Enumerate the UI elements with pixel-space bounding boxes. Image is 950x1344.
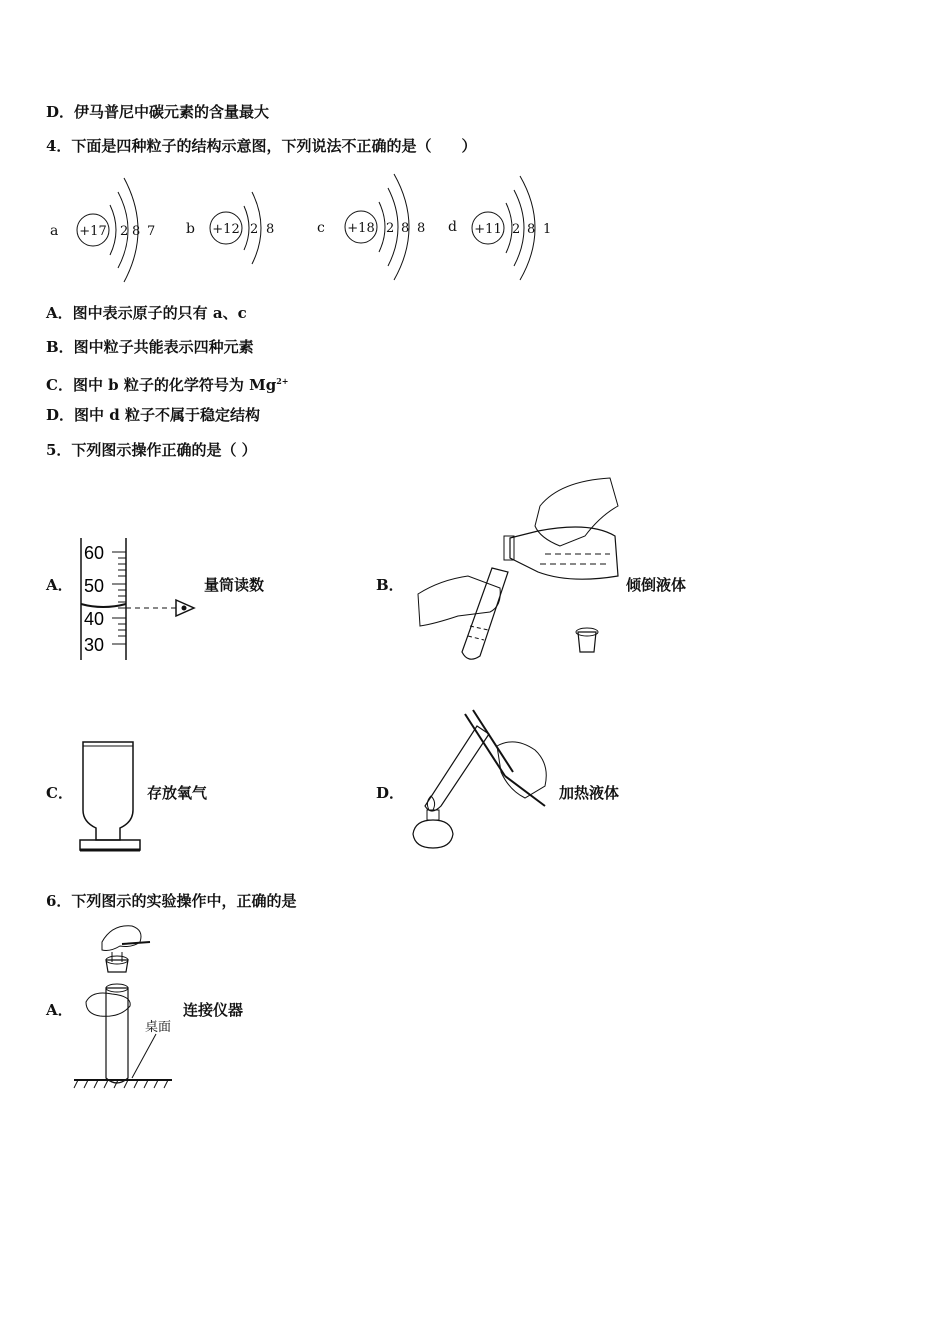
pouring-liquid-illustration bbox=[410, 476, 630, 666]
q6-desk-label: 桌面 bbox=[145, 1020, 172, 1035]
atom-b-shell-1: 2 bbox=[250, 222, 259, 237]
q6-option-a-caption: 连接仪器 bbox=[183, 1001, 244, 1019]
q4-option-d: D．图中 d 粒子不属于稳定结构 bbox=[46, 406, 260, 424]
q5-option-d-letter: D． bbox=[376, 784, 405, 802]
atom-c-core: +18 bbox=[347, 221, 375, 236]
cylinder-tick-40: 40 bbox=[84, 609, 105, 629]
q6-stem: 6．下列图示的实验操作中，正确的是 bbox=[46, 892, 297, 910]
q5-option-d-caption: 加热液体 bbox=[559, 784, 620, 802]
atom-a-shell-2: 8 bbox=[132, 224, 141, 239]
gas-bottle-illustration bbox=[78, 740, 148, 855]
atom-b-core: +12 bbox=[212, 222, 240, 237]
atom-diagram-b bbox=[186, 192, 274, 264]
atom-d-shell-3: 1 bbox=[543, 222, 552, 237]
q4-option-a: A．图中表示原子的只有 a、c bbox=[46, 304, 247, 322]
q4-option-c-text: C．图中 b 粒子的化学符号为 Mg bbox=[46, 376, 277, 394]
q5-stem: 5．下列图示操作正确的是（ ） bbox=[46, 441, 257, 459]
cylinder-tick-30: 30 bbox=[84, 635, 105, 655]
atom-diagram-c bbox=[317, 174, 425, 280]
atom-d-shell-1: 2 bbox=[512, 222, 521, 237]
q5-option-b-caption: 倾倒液体 bbox=[626, 576, 687, 594]
atom-c-shell-1: 2 bbox=[386, 221, 395, 236]
atom-a-shell-3: 7 bbox=[147, 224, 156, 239]
q5-option-a-letter: A． bbox=[46, 576, 73, 594]
connecting-apparatus-illustration bbox=[72, 922, 182, 1092]
q4-option-c-charge: 2+ bbox=[276, 376, 289, 386]
cylinder-tick-50: 50 bbox=[84, 576, 105, 596]
atom-c-shell-3: 8 bbox=[417, 221, 426, 236]
atom-a-shell-1: 2 bbox=[120, 224, 129, 239]
q4-stem: 4．下面是四种粒子的结构示意图，下列说法不正确的是（ ） bbox=[46, 137, 477, 155]
heating-liquid-illustration bbox=[405, 706, 565, 856]
atom-d-label: d bbox=[448, 219, 457, 235]
atom-b-label: b bbox=[186, 221, 195, 237]
q5-option-c-letter: C． bbox=[46, 784, 73, 802]
q5-option-b-letter: B． bbox=[376, 576, 404, 594]
atom-c-label: c bbox=[317, 220, 325, 236]
atom-a-label: a bbox=[50, 223, 59, 239]
q6-option-a-letter: A． bbox=[46, 1001, 73, 1019]
atom-b-shell-2: 8 bbox=[266, 222, 275, 237]
q5-option-c-caption: 存放氧气 bbox=[147, 784, 208, 802]
q3-option-d: D．伊马普尼中碳元素的含量最大 bbox=[46, 103, 270, 121]
q4-option-c bbox=[46, 371, 288, 395]
alcohol-lamp-icon bbox=[413, 820, 453, 848]
atom-d-core: +11 bbox=[474, 222, 502, 237]
atom-c-shell-2: 8 bbox=[401, 221, 410, 236]
atom-structure-diagrams bbox=[40, 170, 600, 290]
q4-option-b: B．图中粒子共能表示四种元素 bbox=[46, 338, 254, 356]
atom-diagram-d bbox=[448, 176, 551, 280]
atom-a-core: +17 bbox=[79, 224, 107, 239]
cylinder-tick-60: 60 bbox=[84, 543, 105, 563]
measuring-cylinder-illustration bbox=[76, 536, 206, 666]
q5-option-a-caption: 量筒读数 bbox=[204, 576, 265, 594]
atom-diagram-a bbox=[50, 178, 155, 282]
atom-d-shell-2: 8 bbox=[527, 222, 536, 237]
